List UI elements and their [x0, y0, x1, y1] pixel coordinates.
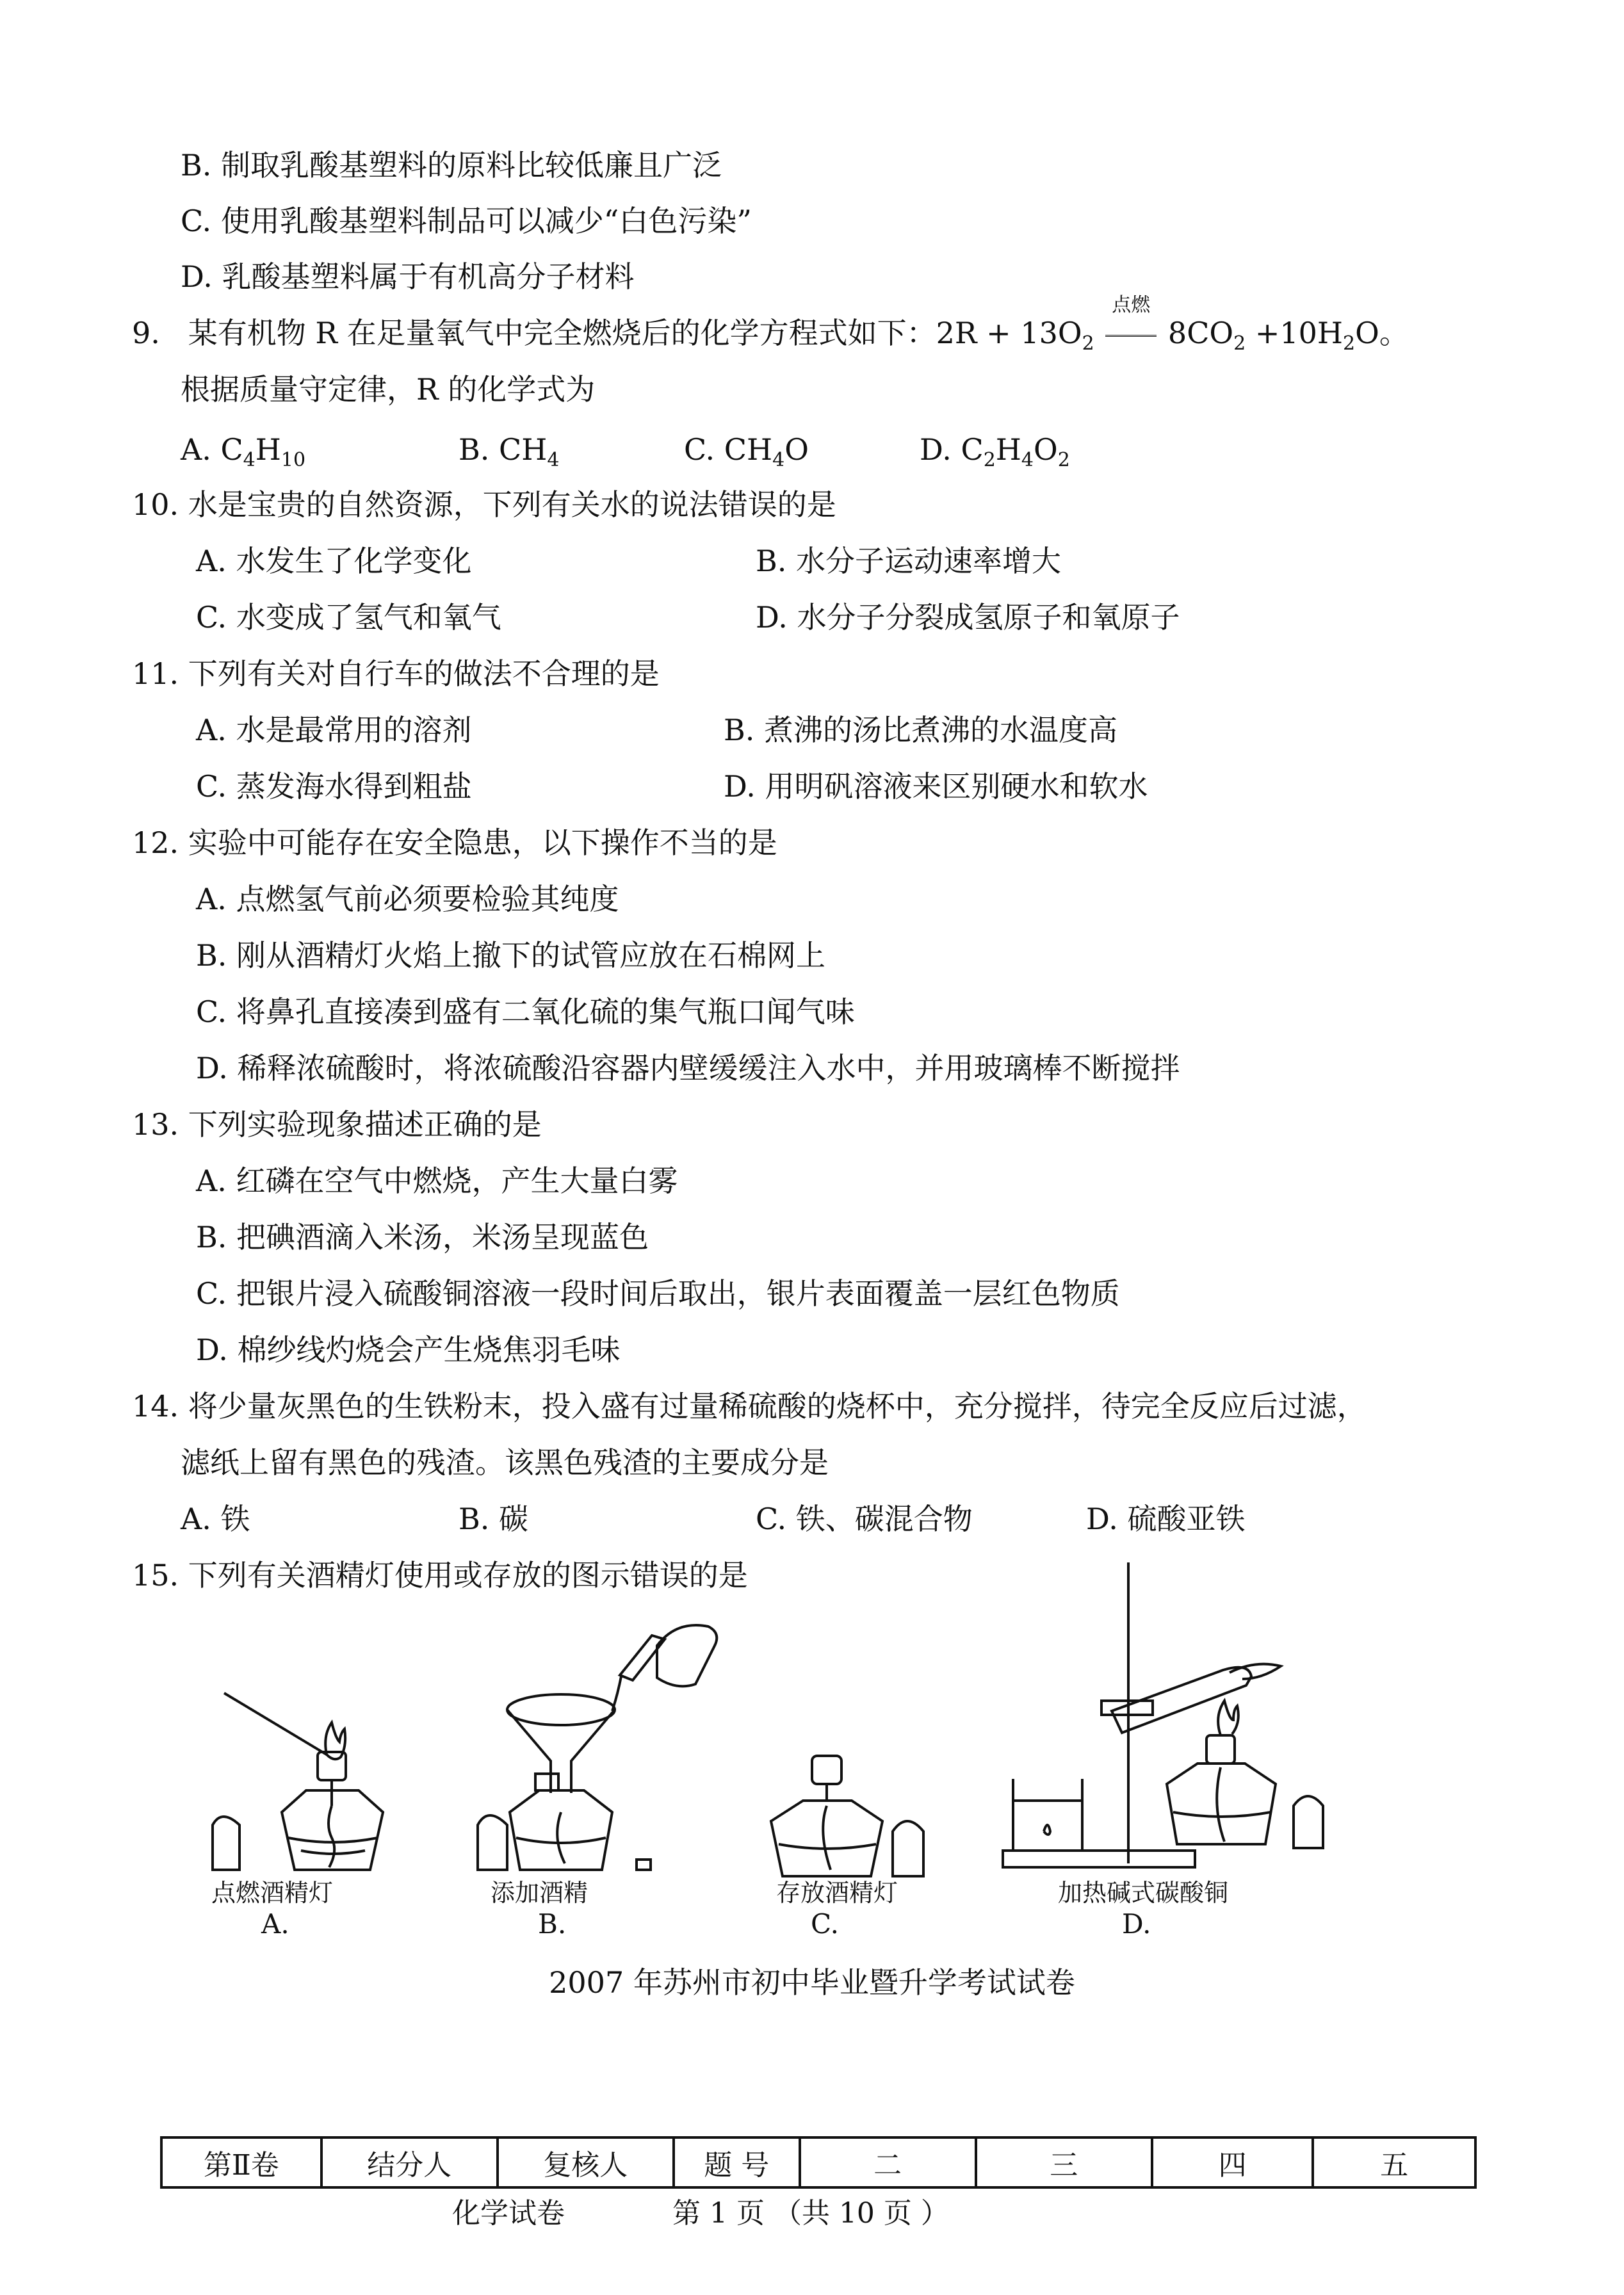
q9-stem-text: 某有机物 R 在足量氧气中完全燃烧后的化学方程式如下：2R + 13O — [188, 316, 1082, 350]
q10-option-d: D. 水分子分裂成氢原子和氧原子 — [756, 600, 1180, 635]
q13-option-d: D. 棉纱线灼烧会产生烧焦羽毛味 — [196, 1333, 621, 1367]
figure-b-letter: B. — [538, 1908, 567, 1940]
q12-option-c: C. 将鼻孔直接凑到盛有二氧化硫的集气瓶口闻气味 — [196, 994, 855, 1029]
q9-option-a: A. $C_4H_{10}$ — [181, 432, 306, 471]
q12-option-d: D. 稀释浓硫酸时，将浓硫酸沿容器内壁缓缓注入水中，并用玻璃棒不断搅拌 — [196, 1051, 1180, 1085]
score-table-cell: 四 — [1152, 2137, 1313, 2187]
q13-option-a: A. 红磷在空气中燃烧，产生大量白雾 — [196, 1164, 678, 1198]
q8-option-d: D. 乳酸基塑料属于有机高分子材料 — [181, 259, 635, 294]
score-table-cell: 第Ⅱ卷 — [161, 2137, 321, 2187]
q15-stem: 15. 下列有关酒精灯使用或存放的图示错误的是 — [132, 1558, 748, 1593]
q12-stem: 12. 实验中可能存在安全隐患，以下操作不当的是 — [132, 825, 777, 860]
footer-subject: 化学试卷 — [452, 2197, 565, 2230]
figure-d-letter: D. — [1122, 1908, 1151, 1940]
q8-option-c: C. 使用乳酸基塑料制品可以减少“白色污染” — [181, 204, 752, 238]
score-table-cell: 五 — [1313, 2137, 1475, 2187]
q14-option-c: C. 铁、碳混合物 — [756, 1502, 973, 1536]
score-table-cell: 复核人 — [498, 2137, 674, 2187]
figure-b-caption: 添加酒精 — [491, 1879, 589, 1907]
figure-d-heating-copper-carbonate — [999, 1562, 1358, 1883]
score-table-cell: 题 号 — [674, 2137, 800, 2187]
q14-option-b: B. 碳 — [459, 1502, 529, 1536]
q9-product-co2: 8CO — [1167, 316, 1234, 350]
score-table-cell: 二 — [800, 2137, 976, 2187]
q14-option-a: A. 铁 — [181, 1502, 250, 1536]
score-table-cell: 三 — [976, 2137, 1152, 2187]
q9-o2-sub: 2 — [1082, 332, 1094, 355]
q11-option-d: D. 用明矾溶液来区别硬水和软水 — [724, 769, 1148, 804]
q9-product-h2o: +10H — [1246, 316, 1344, 350]
figure-a-lighting-lamp — [205, 1678, 423, 1889]
q9-option-c: C. $CH_4O$ — [684, 432, 809, 471]
q12-option-a: A. 点燃氢气前必须要检验其纯度 — [196, 882, 619, 916]
q11-stem: 11. 下列有关对自行车的做法不合理的是 — [132, 656, 660, 691]
q9-option-d: D. $C_2H_4O_2$ — [920, 432, 1070, 471]
figure-c-storing-lamp — [765, 1742, 963, 1889]
q11-option-b: B. 煮沸的汤比煮沸的水温度高 — [724, 713, 1118, 747]
q13-option-c: C. 把银片浸入硫酸铜溶液一段时间后取出，银片表面覆盖一层红色物质 — [196, 1276, 1120, 1311]
q13-stem: 13. 下列实验现象描述正确的是 — [132, 1107, 542, 1142]
figure-c-caption: 存放酒精灯 — [776, 1879, 898, 1907]
q14-option-d: D. 硫酸亚铁 — [1086, 1502, 1246, 1536]
q14-stem: 14. 将少量灰黑色的生铁粉末，投入盛有过量稀硫酸的烧杯中，充分搅拌，待完全反应后过滤， — [132, 1389, 1367, 1423]
score-table-cell: 结分人 — [321, 2137, 498, 2187]
q11-option-c: C. 蒸发海水得到粗盐 — [196, 769, 472, 804]
figure-d-caption: 加热碱式碳酸铜 — [1058, 1879, 1229, 1907]
footer-page-number: 第 1 页 （共 10 页 ） — [672, 2197, 949, 2230]
exam-title: 2007 年苏州市初中毕业暨升学考试试卷 — [549, 1965, 1075, 2000]
q9-option-b: B. $CH_4$ — [459, 432, 560, 471]
q10-option-c: C. 水变成了氢气和氧气 — [196, 600, 501, 635]
score-table — [160, 2136, 1477, 2189]
q13-option-b: B. 把碘酒滴入米汤，米汤呈现蓝色 — [196, 1220, 649, 1254]
q12-option-b: B. 刚从酒精灯火焰上撤下的试管应放在石棉网上 — [196, 938, 826, 973]
q8-option-b: B. 制取乳酸基塑料的原料比较低廉且广泛 — [181, 148, 722, 182]
figure-c-letter: C. — [811, 1908, 839, 1940]
figure-a-letter: A. — [261, 1908, 289, 1940]
q10-option-b: B. 水分子运动速率增大 — [756, 544, 1062, 578]
q14-line2: 滤纸上留有黑色的残渣。该黑色残渣的主要成分是 — [181, 1445, 829, 1480]
q9-number: 9. — [132, 316, 160, 350]
q10-stem: 10. 水是宝贵的自然资源，下列有关水的说法错误的是 — [132, 487, 836, 522]
figure-b-adding-alcohol — [465, 1601, 734, 1889]
q11-option-a: A. 水是最常用的溶剂 — [196, 713, 472, 747]
figure-a-caption: 点燃酒精灯 — [211, 1879, 334, 1907]
reaction-condition: 点燃 — [1103, 314, 1158, 352]
q9-line2: 根据质量守定律，R 的化学式为 — [181, 372, 596, 407]
q9-stem: 9. 某有机物 R 在足量氧气中完全燃烧后的化学方程式如下：$2R + 13O_2$ 点燃 $8CO_2 +10H_2O$。 — [132, 294, 1409, 355]
q10-option-a: A. 水发生了化学变化 — [196, 544, 472, 578]
